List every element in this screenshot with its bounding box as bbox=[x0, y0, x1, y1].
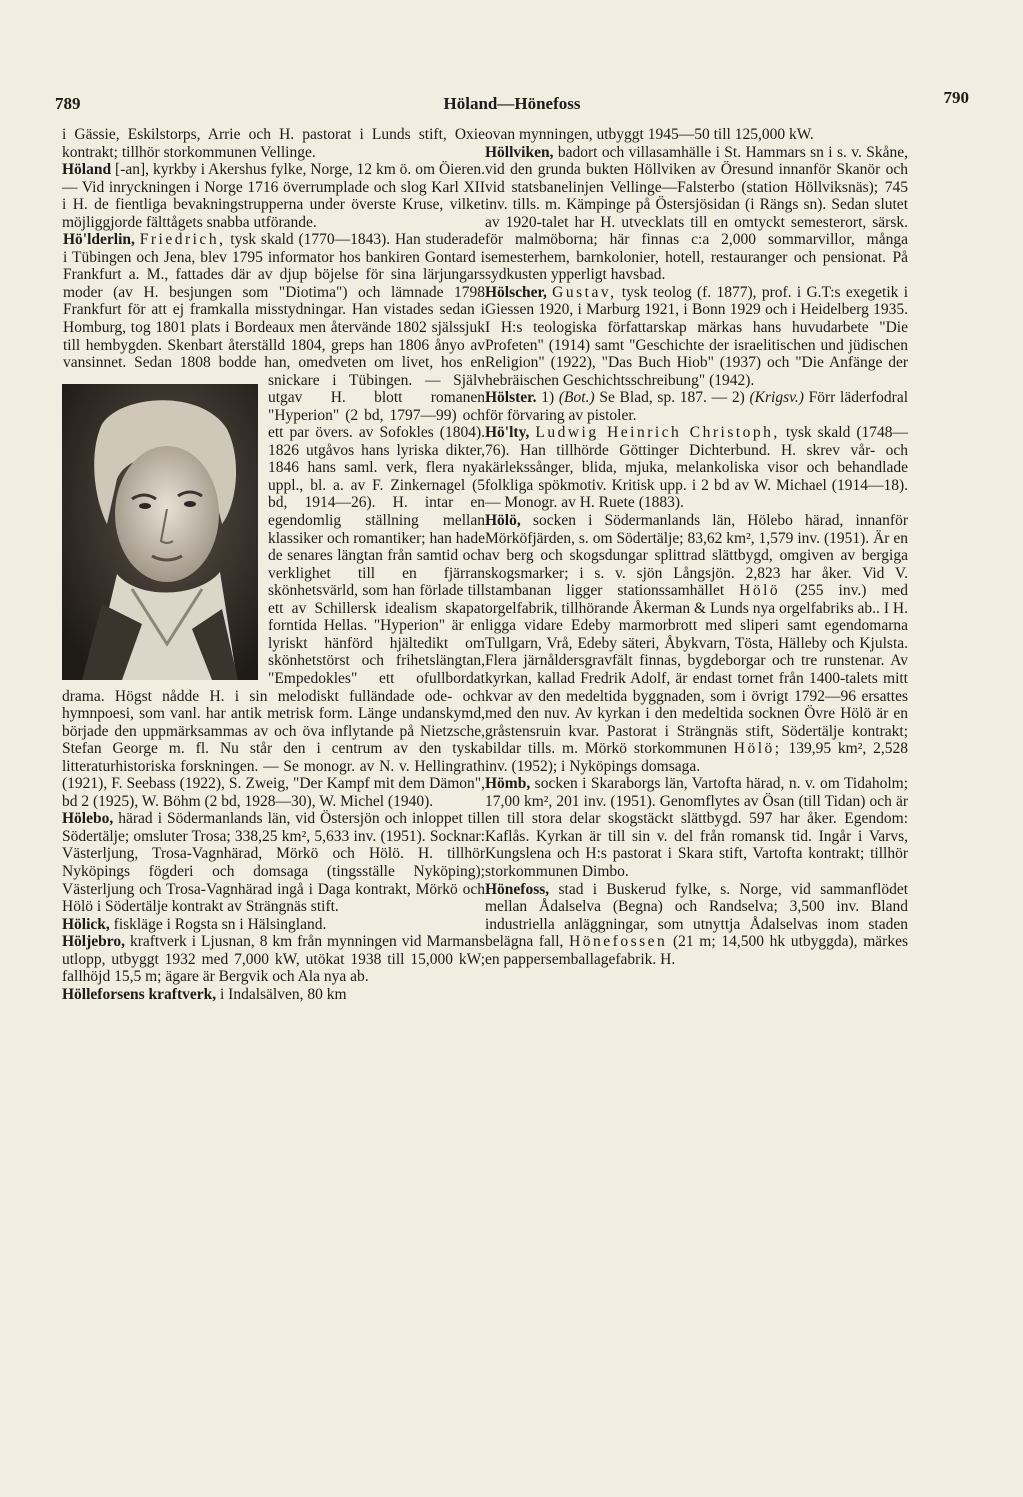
headword: Hö'lty, bbox=[485, 424, 530, 442]
entry-homb bbox=[485, 775, 908, 880]
entry-honefoss bbox=[485, 881, 908, 969]
entry-holick bbox=[62, 916, 485, 934]
entry-holleforsens bbox=[62, 986, 485, 1004]
entry-text: kraftverk i Ljusnan, 8 km från mynningen vid Marmans utlopp, utbyggt 1932 med 7,000 kW, utökat 1938 till 15,000 kW; fallhöjd 15,5 m; ägare är Bergvik och Ala nya ab. bbox=[62, 933, 485, 986]
headword: Hönefoss, bbox=[485, 880, 550, 898]
running-title: Höland—Hönefoss bbox=[443, 94, 581, 113]
entry-holscher bbox=[485, 284, 908, 389]
person-name: Ludwig Heinrich Christoph, bbox=[535, 424, 780, 442]
right-column bbox=[485, 126, 908, 968]
entry-text: ovan mynningen, utbyggt 1945—50 till 125,000 kW. bbox=[485, 126, 814, 143]
entry-continuation bbox=[485, 126, 908, 144]
entry-text-b: (255 inv.) med orgelfabrik, tillhörande Åkerman & Lunds nya orgelfabriks ab.. I H. ligga vidare Edeby marmorbrott med sliperi samt egendomarna Tullgarn, Vrå, Edeby säteri, Åbykvarn, Tösta, Hälleby och Kjulsta. Flera järnåldersgravfält finnas, bygdeborgar och tre runstenar. Av kyrkan, kallad Fredrik Adolf, är endast tornet från 1400-talets mitt kvar av den medeltida byggnaden, som i övrigt 1792—96 ersattes med den nuv. Av kyrkan i den medeltida socknen Övre Hölö är en gråstensruin kvar. Pastorat i Strängnäs stift, Södertälje kontrakt; bildar tills. m. Mörkö storkommunen bbox=[485, 582, 909, 758]
entry-text: i Indalsälven, 80 km bbox=[219, 985, 347, 1003]
headword: Hölscher, bbox=[485, 283, 547, 301]
headword: Höland bbox=[62, 161, 112, 179]
person-name: Friedrich, bbox=[139, 231, 226, 249]
entry-holo bbox=[485, 512, 908, 775]
entry-holand bbox=[62, 161, 485, 231]
entry-text-c: 139,95 km², 2,528 inv. (1952); i Nyköpings domsaga. bbox=[485, 740, 909, 775]
headword: Hölster. bbox=[485, 389, 537, 407]
entry-text-e: Förr läderfodral för förvaring av pistoler. bbox=[485, 389, 909, 424]
headword: Hömb, bbox=[485, 775, 531, 793]
entry-text: [-an], kyrkby i Akershus fylke, Norge, 12 km ö. om Öieren. — Vid inryckningen i Norge 1716 överrumplade och slog Karl XII i H. de fientliga bevakningstrupperna under överste Kruse, vilket möjliggjorde fälttågets snabba utförande. bbox=[62, 161, 485, 231]
entry-text: i Gässie, Eskilstorps, Arrie och H. pastorat i Lunds stift, Oxie kontrakt; tillhör storkommunen Vellinge. bbox=[62, 126, 485, 161]
entry-text: fiskläge i Rogsta sn i Hälsingland. bbox=[113, 915, 327, 933]
entry-text: badort och villasamhälle i St. Hammars sn i s. v. Skåne, vid den grunda bukten Höllviken av Öresund innanför Skanör och vid statsbanelinjen Vellinge—Falsterbo (station Höllviksnäs); 745 inv. tills. m. Kämpinge på Östersjösidan (i Rängs sn). Sedan slutet av 1920-talet har H. utvecklats till en omtyckt semesterort, särsk. för malmöborna; här finnas c:a 2,000 sommarvillor, många semesterhem, barnkolonier, hotell, restauranger och pensionat. På sydkusten ypperligt havsbad. bbox=[485, 143, 909, 284]
spaced-place-name: Hönefossen bbox=[569, 933, 668, 951]
entry-hollviken bbox=[485, 144, 908, 284]
entry-holster bbox=[485, 389, 908, 424]
entry-continuation bbox=[62, 126, 485, 161]
headword: Hölleforsens kraftverk, bbox=[62, 985, 217, 1003]
entry-text: socken i Skaraborgs län, Vartofta härad, n. v. om Tidaholm; 17,00 km², 201 inv. (1951). Genomflytes av Ösan (till Tidan) och är en till stora delar skogstäckt slättbygd. 597 har åker. Egendom: Kaflås. Kyrkan är till sin v. del från romansk tid. Ingår i Varvs, Kungslena och H:s pastorat i Skara stift, Vartofta kontrakt; tillhör storkommunen Dimbo. bbox=[485, 775, 908, 880]
entry-holebo bbox=[62, 810, 485, 915]
entry-text-a: stad i Buskerud fylke, s. Norge, vid sammanflödet mellan Ådalselva (Begna) och Randselva; 3,500 inv. Bland industriella anläggningar, som utnyttja Ådalselvas inom staden belägna fall, bbox=[485, 880, 909, 951]
entry-text-a: 1) bbox=[541, 389, 555, 407]
person-name: Gustav, bbox=[552, 283, 617, 301]
headword: Hölö, bbox=[485, 512, 521, 530]
spaced-place-name: Hölö bbox=[739, 582, 781, 600]
page-header bbox=[55, 88, 969, 118]
headword: Höllviken, bbox=[485, 143, 554, 161]
entry-text-b: (21 m; 14,500 hk utbyggda), märkes en pappersemballagefabrik. H. bbox=[485, 933, 908, 968]
spaced-place-name: Hölö; bbox=[733, 740, 782, 758]
field-label-krigsv: (Krigsv.) bbox=[749, 389, 804, 407]
entry-text-a: socken i Södermanlands län, Hölebo härad, innanför Mörköfjärden, s. om Södertälje; 83,62 km², 1,579 inv. (1951). Är en av berg och skogsdungar splittrad slättbygd, omgiven av bergiga skogsmarker; i s. v. sjön Långsjön. 2,823 har åker. Vid V. stambanan ligger stationssamhället bbox=[485, 512, 908, 600]
portrait-image bbox=[62, 384, 258, 680]
entry-text: tysk teolog (f. 1877), prof. i G.T:s exegetik i Giessen 1920, i Marburg 1921, i Bonn 1929 och i Heidelberg 1935. I H:s teologiska författarskap märkas hans huvudarbete "Die Profeten" (1914) samt "Geschichte der israelitischen und jüdischen Religion" (1922), "Das Buch Hiob" (1937) och "Die Anfänge der hebräischen Geschichtsschreibung" (1942). bbox=[485, 283, 908, 389]
page-number-left: 789 bbox=[55, 94, 81, 113]
entry-text-c: Se Blad, sp. 187. — 2) bbox=[599, 389, 745, 407]
headword: Hö'lderlin, bbox=[63, 231, 135, 249]
entry-text: härad i Södermanlands län, vid Östersjön och inloppet till Södertälje; omsluter Trosa; 338,25 km², 5,633 inv. (1951). Socknar: Västerljung, Trosa-Vagnhärad, Mörkö och Hölö. H. tillhör Nyköpings fögderi och domsaga (tingsställe Nyköping); Västerljung och Trosa-Vagnhärad ingå i Daga kontrakt, Mörkö och Hölö i Södertälje kontrakt av Strängnäs stift. bbox=[62, 810, 486, 916]
entry-holty bbox=[485, 424, 908, 512]
entry-text-a: tysk skald (1770—1843). Han studerade i Tübingen och Jena, blev 1795 informator hos bankiren Gontard i Frankfurt a. M., fattades där av djup böjelse för sina lärjungars moder (av H. besjungen som "Diotima") och lämnade 1798 Frankfurt för att ej framkalla misstydningar. Han vistades sedan i Homburg, tog 1801 plats i Bordeaux men återvände 1802 själssjuk till hembygden. Skenbart återställd 1804, greps han 1806 ånyo av vansinnet. Sedan 1808 bodde han, omedveten om livet, hos en snickare i Tübingen. — Själv utgav H. blott romanen "Hyperion" (2 bd, 1797—99) och ett par övers. av Sofokles (1804). 1826 utgåvos hans lyriska dikter, 1846 hans saml. verk, flera nya uppl., bl. a. av F. Zinkernagel (5 bd, 1914—26). H. intar en egendomlig ställning mellan klassiker och romantiker; han hade de senares längtan från samtid och verklighet till en fjärran skönhetsvärld, som han förlade till ett av Schillersk idealism skapat forntida Hellas. "Hyperion" är en lyriskt hänförd hjältedikt om skönhetstörst och frihetslängtan, "Empedokles" ett ofullbordat drama. Högst nådde H. i sin melodiskt fulländade ode- och hymnpoesi, som vanl. har antik metrisk form. Länge undanskymd, började den uppmärksammas av och öva inflytande på Nietzsche, Stefan George m. fl. Nu står den i centrum av den tyska litteraturhistoriska forskningen. — Se monogr. av N. v. Hellingrath (1921), F. Seebass (1922), S. Zweig, "Der Kampf mit dem Dämon", bd 2 (1925), W. Böhm (2 bd, 1928—30), W. Michel (1940). bbox=[62, 231, 486, 810]
headword: Hölebo, bbox=[62, 810, 114, 828]
page-number-right: 790 bbox=[943, 88, 969, 107]
portrait-drawing bbox=[62, 384, 258, 680]
headword: Höljebro, bbox=[62, 933, 125, 951]
field-label-bot: (Bot.) bbox=[558, 389, 595, 407]
headword: Hölick, bbox=[62, 915, 110, 933]
entry-holjebro bbox=[62, 933, 485, 986]
entry-text: tysk skald (1748—76). Han tillhörde Göttinger Dichterbund. H. skrev vår- och kärlekssånger, blida, mjuka, melankoliska visor och behandlade folkliga spökmotiv. Kritisk upp. i 2 bd av W. Michael (1914—18). — Monogr. av H. Ruete (1883). bbox=[485, 424, 909, 512]
